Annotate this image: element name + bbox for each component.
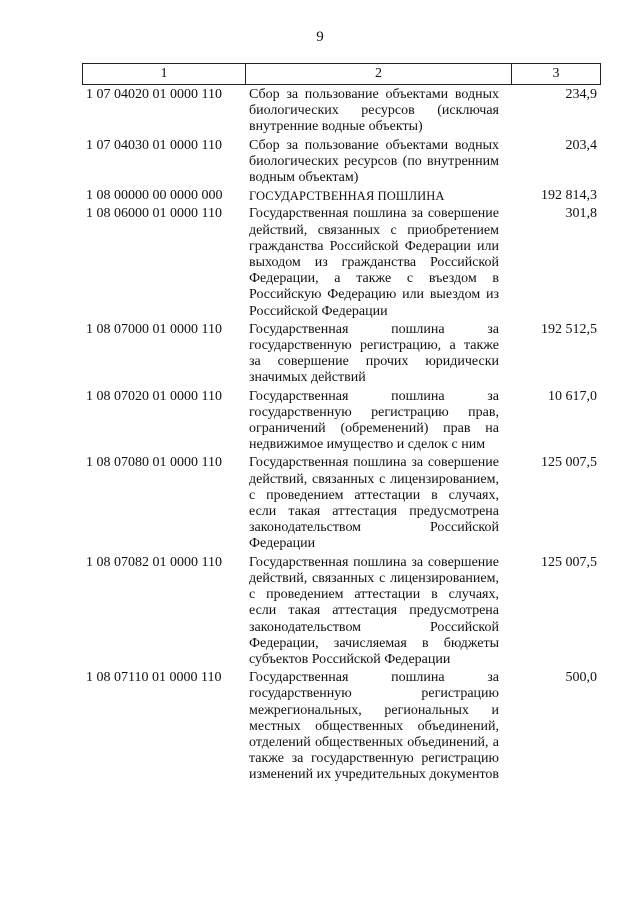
budget-code: 1 07 04030 01 0000 110: [86, 137, 222, 153]
table-row: [82, 455, 601, 552]
budget-table: [82, 63, 601, 786]
table-row: [82, 206, 601, 319]
amount: 234,9: [565, 87, 597, 102]
amount: 192 814,3: [541, 188, 597, 204]
income-name: ГОСУДАРСТВЕННАЯ ПОШЛИНА: [249, 189, 445, 204]
amount: 125 007,5: [541, 554, 597, 570]
table-row: [82, 555, 601, 668]
amount: 192 512,5: [541, 321, 597, 337]
table-row: [82, 188, 601, 204]
income-name: Государственная пошлина за совершение действий, связанных с приобретением гражданства Российской Федерации или выходом из гражданства Российской Федерации, а также с въездом в Российскую Федерацию или выездом из Российской Федерации: [249, 206, 499, 319]
table-body: [82, 87, 601, 784]
table-row: [82, 87, 601, 136]
budget-code: 1 08 07082 01 0000 110: [86, 554, 222, 570]
amount: 301,8: [565, 206, 597, 222]
table-row: [82, 322, 601, 387]
income-name: Государственная пошлина за государственную регистрацию прав, ограничений (обременений) прав на недвижимое имущество и сделок с ним: [249, 388, 499, 453]
column-header-3: 3: [552, 66, 560, 81]
income-name: Сбор за пользование объектами водных биологических ресурсов (по внутренним водным объектам): [249, 137, 499, 186]
table-row: [82, 389, 601, 454]
amount: 203,4: [565, 137, 597, 153]
page-number: 9: [316, 29, 324, 45]
budget-code: 1 08 07020 01 0000 110: [86, 388, 222, 404]
income-name: Государственная пошлина за совершение действий, связанных с лицензированием, с проведением аттестации в случаях, если такая аттестация предусмотрена законодательством Российской Федерации: [249, 455, 499, 552]
budget-code: 1 08 00000 00 0000 000: [86, 188, 223, 204]
income-name: Государственная пошлина за совершение действий, связанных с лицензированием, с проведением аттестации в случаях, если такая аттестация предусмотрена законодательством Российской Федерации, зачисляемая в бюджеты субъектов Российской Федерации: [249, 554, 499, 667]
budget-code: 1 07 04020 01 0000 110: [86, 87, 222, 102]
table-row: [82, 670, 601, 783]
table-row: [82, 138, 601, 187]
column-header-2: 2: [246, 64, 512, 84]
budget-code: 1 08 07080 01 0000 110: [86, 455, 222, 471]
budget-code: 1 08 07110 01 0000 110: [86, 670, 222, 686]
amount: 500,0: [565, 670, 597, 686]
budget-code: 1 08 06000 01 0000 110: [86, 206, 222, 222]
amount: 10 617,0: [548, 388, 597, 404]
income-name: Государственная пошлина за государственную регистрацию межрегиональных, региональных и местных общественных объединений, отделений общественных объединений, а также за государственную регистрацию изменений их учредительных документов: [249, 670, 500, 783]
budget-code: 1 08 07000 01 0000 110: [86, 321, 222, 337]
income-name: Сбор за пользование объектами водных биологических ресурсов (исключая внутренние водные объекты): [249, 87, 499, 135]
income-name: Государственная пошлина за государственную регистрацию, а также за совершение прочих юридически значимых действий: [249, 321, 499, 386]
table-header: [82, 63, 601, 85]
column-header-1: 1: [83, 64, 246, 84]
amount: 125 007,5: [541, 455, 597, 471]
